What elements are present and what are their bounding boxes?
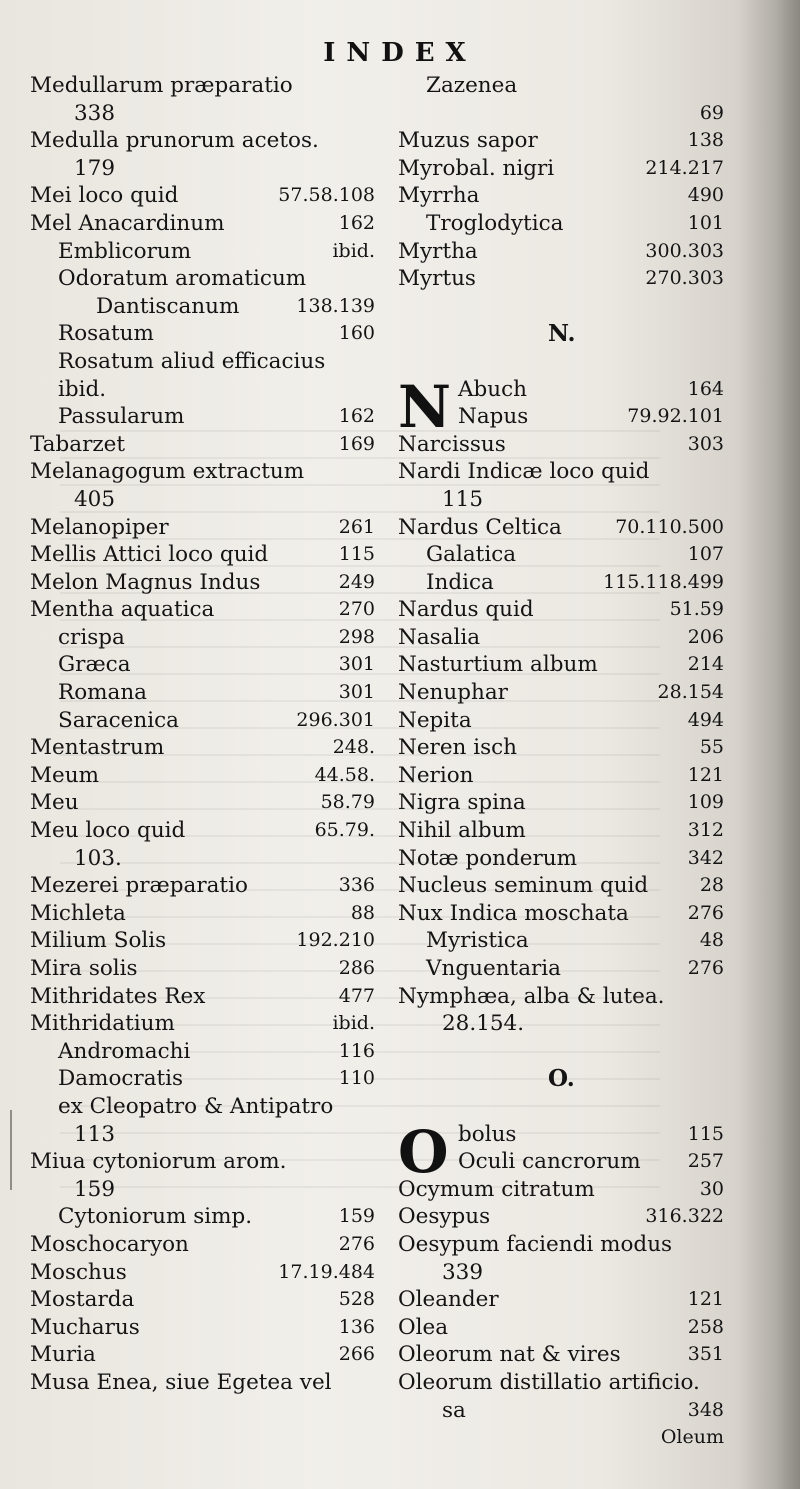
index-term: Dantiscanum — [96, 293, 240, 319]
index-entry — [30, 100, 375, 128]
index-term: Græca — [58, 652, 131, 678]
index-term: ex Cleopatro & Antipatro — [58, 1093, 334, 1119]
index-entry — [30, 1093, 375, 1121]
index-term: Nenuphar — [398, 680, 508, 706]
index-term: Damocratis — [58, 1066, 184, 1092]
page-reference: Oleum — [660, 1426, 724, 1449]
page-reference: 88 — [350, 901, 375, 924]
section-letter-heading — [398, 1065, 724, 1093]
index-term: 103. — [74, 845, 122, 871]
index-entry — [398, 817, 724, 845]
page-reference: 206 — [687, 625, 724, 648]
index-entry — [398, 1341, 724, 1369]
page-reference: 164 — [687, 377, 724, 400]
index-entry — [30, 155, 375, 183]
index-entry — [30, 569, 375, 597]
page-reference: 303 — [687, 432, 724, 455]
index-entry — [30, 707, 375, 735]
index-entry — [398, 403, 724, 431]
page-reference: 286 — [338, 957, 375, 979]
index-entry — [30, 817, 375, 845]
index-term: Mel Anacardinum — [30, 210, 225, 236]
index-term: 113 — [74, 1121, 116, 1147]
index-term: Galatica — [426, 542, 517, 568]
index-entry — [30, 72, 375, 100]
page-reference: 266 — [338, 1343, 375, 1366]
index-entry — [398, 734, 724, 762]
index-entry — [30, 789, 375, 817]
index-term: Meu loco quid — [30, 818, 186, 844]
index-entry — [30, 845, 375, 873]
index-entry — [30, 927, 375, 955]
page-margin-mark — [0, 1110, 12, 1190]
index-entry — [398, 182, 724, 210]
page-reference: 298 — [338, 625, 375, 648]
index-entry — [30, 762, 375, 790]
page-reference: 348 — [687, 1398, 724, 1421]
index-term: Mucharus — [30, 1314, 140, 1340]
index-term: 115 — [442, 486, 484, 512]
index-term: Nihil album — [398, 818, 526, 844]
page-reference: 116 — [338, 1039, 375, 1062]
index-entry — [398, 100, 724, 128]
page-reference: 65.79. — [314, 819, 375, 842]
index-term: Meu — [30, 790, 79, 816]
page-reference: 160 — [338, 322, 375, 345]
index-term: Nerion — [398, 762, 474, 788]
page-reference: 300.303 — [645, 239, 724, 262]
index-term: Zazenea — [426, 73, 518, 98]
index-term: Oleorum nat & vires — [398, 1342, 621, 1368]
index-entry — [398, 845, 724, 873]
index-entry — [30, 651, 375, 679]
page-reference: 55 — [699, 736, 724, 759]
index-term: Melon Magnus Indus — [30, 569, 261, 595]
index-entry — [30, 1341, 375, 1369]
index-entry — [30, 900, 375, 928]
page-reference: 159 — [338, 1205, 375, 1228]
index-entry — [398, 1286, 724, 1314]
page-reference: 316.322 — [645, 1205, 724, 1228]
index-entry — [398, 1369, 724, 1397]
index-entry — [30, 955, 375, 983]
index-entry — [30, 127, 375, 155]
page-reference: 57.58.108 — [278, 184, 375, 207]
page-reference: 490 — [687, 184, 724, 207]
index-term: Indica — [426, 569, 494, 595]
index-entry — [398, 955, 724, 983]
index-entry — [30, 1314, 375, 1342]
index-entry — [398, 265, 724, 293]
index-term: ibid. — [58, 376, 107, 402]
page-title: INDEX — [323, 38, 477, 68]
index-entry — [398, 514, 724, 542]
index-term: N. — [548, 320, 576, 348]
page-reference: 115 — [687, 1122, 724, 1145]
index-term: Mezerei præparatio — [30, 873, 248, 899]
section-letter-heading — [398, 320, 724, 348]
index-term: Miua cytoniorum arom. — [30, 1149, 287, 1175]
page-reference: 162 — [338, 405, 375, 428]
page-reference: 110 — [338, 1067, 375, 1090]
index-entry — [30, 1038, 375, 1066]
index-entry — [30, 514, 375, 542]
index-term: Medullarum præparatio — [30, 73, 293, 98]
index-entry — [30, 1369, 375, 1397]
index-term: Nux Indica moschata — [398, 900, 629, 926]
page-reference: 312 — [687, 819, 724, 842]
index-entry — [30, 1121, 375, 1149]
page-reference: 28 — [699, 874, 724, 897]
index-entry — [398, 596, 724, 624]
page-reference: 270 — [338, 598, 375, 621]
page-reference: 70.110.500 — [615, 515, 724, 538]
index-term: Meum — [30, 762, 99, 788]
index-entry — [398, 127, 724, 155]
page-reference: 169 — [338, 432, 375, 455]
index-term: Nardus Celtica — [398, 514, 562, 540]
index-entry — [398, 1259, 724, 1287]
index-entry — [30, 1065, 375, 1093]
index-term: Myrtha — [398, 238, 478, 264]
index-term: 338 — [74, 100, 116, 126]
index-term: Troglodytica — [426, 210, 564, 236]
index-term: Moschocaryon — [30, 1231, 189, 1257]
index-term: Mentha aquatica — [30, 597, 215, 623]
index-term: Olea — [398, 1314, 449, 1340]
index-term: Nardus quid — [398, 597, 534, 623]
index-entry — [398, 651, 724, 679]
index-entry — [398, 72, 724, 100]
index-term: Nardi Indicæ loco quid — [398, 459, 650, 485]
index-entry — [30, 1286, 375, 1314]
index-term: Romana — [58, 680, 148, 706]
page-reference: 109 — [687, 791, 724, 814]
index-entry — [30, 403, 375, 431]
index-term: Myristica — [426, 928, 529, 954]
index-term: Nymphæa, alba & lutea. — [398, 983, 665, 1009]
page-reference: 342 — [687, 846, 724, 869]
index-term: Mellis Attici loco quid — [30, 542, 269, 568]
index-entry — [398, 872, 724, 900]
index-entry — [30, 983, 375, 1011]
index-term: Nasalia — [398, 624, 481, 650]
index-term: Abuch — [458, 376, 528, 402]
index-term: Mentastrum — [30, 735, 165, 761]
page-reference: 121 — [687, 1288, 724, 1311]
index-entry — [30, 486, 375, 514]
index-entry — [30, 679, 375, 707]
index-entry — [30, 182, 375, 210]
index-entry — [398, 983, 724, 1011]
index-term: Moschus — [30, 1259, 127, 1285]
page-reference: ibid. — [332, 1012, 375, 1035]
index-term: Saracenica — [58, 707, 179, 733]
index-entry — [398, 1397, 724, 1425]
page-reference: 58.79 — [320, 791, 375, 814]
index-term: Milium Solis — [30, 928, 167, 954]
index-term: Mostarda — [30, 1287, 135, 1313]
index-term: Rosatum — [58, 321, 154, 347]
index-term: Muria — [30, 1342, 96, 1368]
index-entry — [398, 1203, 724, 1231]
index-term: 159 — [74, 1176, 116, 1202]
index-term: Odoratum aromaticum — [58, 266, 307, 292]
index-entry — [398, 762, 724, 790]
page-reference: 276 — [338, 1232, 375, 1255]
index-entry — [398, 1148, 724, 1176]
index-term: Rosatum aliud efficacius — [58, 348, 326, 374]
spacer — [398, 348, 724, 376]
index-term: Mira solis — [30, 956, 138, 981]
index-entry — [398, 431, 724, 459]
index-term: Nasturtium album — [398, 652, 598, 678]
page-reference: 138.139 — [296, 294, 375, 317]
index-entry — [30, 320, 375, 348]
spacer — [398, 1093, 724, 1121]
index-entry — [398, 155, 724, 183]
page-reference: 258 — [687, 1315, 724, 1338]
index-entry — [398, 1314, 724, 1342]
page-reference: 48 — [699, 929, 724, 952]
index-term: Oleorum distillatio artificio. — [398, 1369, 700, 1395]
index-entry — [398, 707, 724, 735]
index-term: Myrtus — [398, 266, 476, 292]
index-entry — [398, 1176, 724, 1204]
index-term: Mithridates Rex — [30, 983, 206, 1009]
index-entry — [398, 1010, 724, 1038]
index-term: Mithridatium — [30, 1011, 175, 1037]
index-entry — [30, 293, 375, 321]
index-entry — [398, 210, 724, 238]
index-term: Nucleus seminum quid — [398, 873, 649, 899]
page-reference: 192.210 — [296, 929, 375, 952]
page-reference: 270.303 — [645, 267, 724, 290]
index-entry — [30, 458, 375, 486]
page-reference: 115.118.499 — [603, 570, 724, 593]
index-term: Melanagogum extractum — [30, 459, 305, 485]
index-term: Myrrha — [398, 183, 480, 209]
page-reference: 79.92.101 — [627, 405, 724, 428]
index-term: Myrobal. nigri — [398, 155, 555, 181]
index-entry — [398, 486, 724, 514]
index-entry — [398, 458, 724, 486]
drop-cap-letter: O — [398, 1117, 449, 1186]
index-term: Tabarzet — [30, 431, 126, 457]
page-reference: 30 — [699, 1177, 724, 1200]
index-entry — [30, 596, 375, 624]
page-reference: 494 — [687, 708, 724, 731]
index-entry — [30, 1231, 375, 1259]
page-reference: 51.59 — [669, 598, 724, 621]
page-reference: 351 — [687, 1343, 724, 1366]
index-entry — [398, 679, 724, 707]
index-entry — [30, 872, 375, 900]
index-entry — [30, 1148, 375, 1176]
page-reference: 528 — [338, 1288, 375, 1311]
page-reference: 249 — [338, 570, 375, 593]
index-term: Oesypum faciendi modus — [398, 1231, 673, 1257]
page-reference: 44.58. — [314, 763, 375, 786]
index-term: bolus — [458, 1121, 517, 1147]
page-reference: 296.301 — [296, 708, 375, 731]
index-entry — [30, 431, 375, 459]
page-reference: 17.19.484 — [278, 1260, 375, 1283]
index-term: Notæ ponderum — [398, 845, 577, 871]
index-entry — [398, 624, 724, 652]
spacer — [398, 1038, 724, 1066]
index-entry — [30, 624, 375, 652]
index-term: Narcissus — [398, 431, 506, 457]
index-term: 179 — [74, 155, 116, 181]
index-entry — [30, 734, 375, 762]
page-reference: 214.217 — [645, 156, 724, 179]
index-term: Cytoniorum simp. — [58, 1204, 253, 1230]
index-term: O. — [548, 1065, 575, 1093]
page-reference: 214 — [687, 653, 724, 676]
index-entry — [398, 900, 724, 928]
page-reference: 69 — [699, 101, 724, 124]
index-term: Melanopiper — [30, 514, 169, 540]
index-entry — [398, 789, 724, 817]
index-term: 405 — [74, 486, 116, 512]
index-entry — [30, 1259, 375, 1287]
index-entry — [398, 1424, 724, 1452]
index-term: 28.154. — [442, 1011, 525, 1037]
index-entry — [398, 1231, 724, 1259]
index-column-right — [398, 72, 724, 1452]
index-term: Oculi cancrorum — [458, 1149, 641, 1175]
page-reference: 28.154 — [657, 681, 724, 704]
index-entry — [30, 265, 375, 293]
index-entry — [30, 348, 375, 376]
index-term: Muzus sapor — [398, 128, 538, 154]
index-entry — [398, 569, 724, 597]
index-entry — [398, 927, 724, 955]
page-reference: 138 — [687, 129, 724, 152]
page-reference: 115 — [338, 543, 375, 566]
index-term: crispa — [58, 624, 125, 650]
index-term: Nepita — [398, 707, 472, 733]
index-term: Musa Enea, siue Egetea vel — [30, 1369, 332, 1395]
page-reference: 477 — [338, 984, 375, 1007]
page-reference: 121 — [687, 763, 724, 786]
index-entry — [30, 1176, 375, 1204]
page-reference: 136 — [338, 1315, 375, 1338]
spacer — [398, 293, 724, 321]
index-term: sa — [442, 1397, 466, 1423]
index-term: Passularum — [58, 404, 185, 430]
page-gutter-shadow — [738, 0, 800, 1489]
index-entry — [30, 376, 375, 404]
index-term: Andromachi — [58, 1038, 191, 1064]
index-term: 339 — [442, 1259, 484, 1285]
index-entry — [30, 238, 375, 266]
page-reference: 336 — [338, 874, 375, 897]
page-reference: 101 — [687, 211, 724, 234]
index-entry — [30, 1203, 375, 1231]
index-term: Neren isch — [398, 735, 518, 761]
index-entry — [30, 210, 375, 238]
index-term: Ocymum citratum — [398, 1176, 595, 1202]
page-reference: ibid. — [332, 239, 375, 262]
index-column-left — [30, 72, 375, 1397]
page-reference: 301 — [338, 681, 375, 704]
index-term: Michleta — [30, 900, 126, 926]
page-reference: 107 — [687, 543, 724, 566]
index-entry — [398, 541, 724, 569]
page-reference: 261 — [338, 515, 375, 538]
index-term: Oesypus — [398, 1204, 491, 1230]
index-term: Napus — [458, 404, 529, 430]
page-reference: 276 — [687, 957, 724, 979]
page-reference: 276 — [687, 901, 724, 924]
index-entry — [30, 541, 375, 569]
page-reference: 162 — [338, 211, 375, 234]
index-term: Emblicorum — [58, 238, 192, 264]
index-term: Nigra spina — [398, 790, 526, 816]
index-term: Medulla prunorum acetos. — [30, 128, 319, 154]
index-term: Vnguentaria — [426, 956, 561, 981]
drop-cap-letter: N — [398, 372, 452, 441]
page-reference: 248. — [332, 736, 375, 759]
index-term: Oleander — [398, 1287, 499, 1313]
index-entry — [398, 238, 724, 266]
page-reference: 301 — [338, 653, 375, 676]
index-entry — [30, 1010, 375, 1038]
page-reference: 257 — [687, 1150, 724, 1173]
index-term: Mei loco quid — [30, 183, 179, 209]
